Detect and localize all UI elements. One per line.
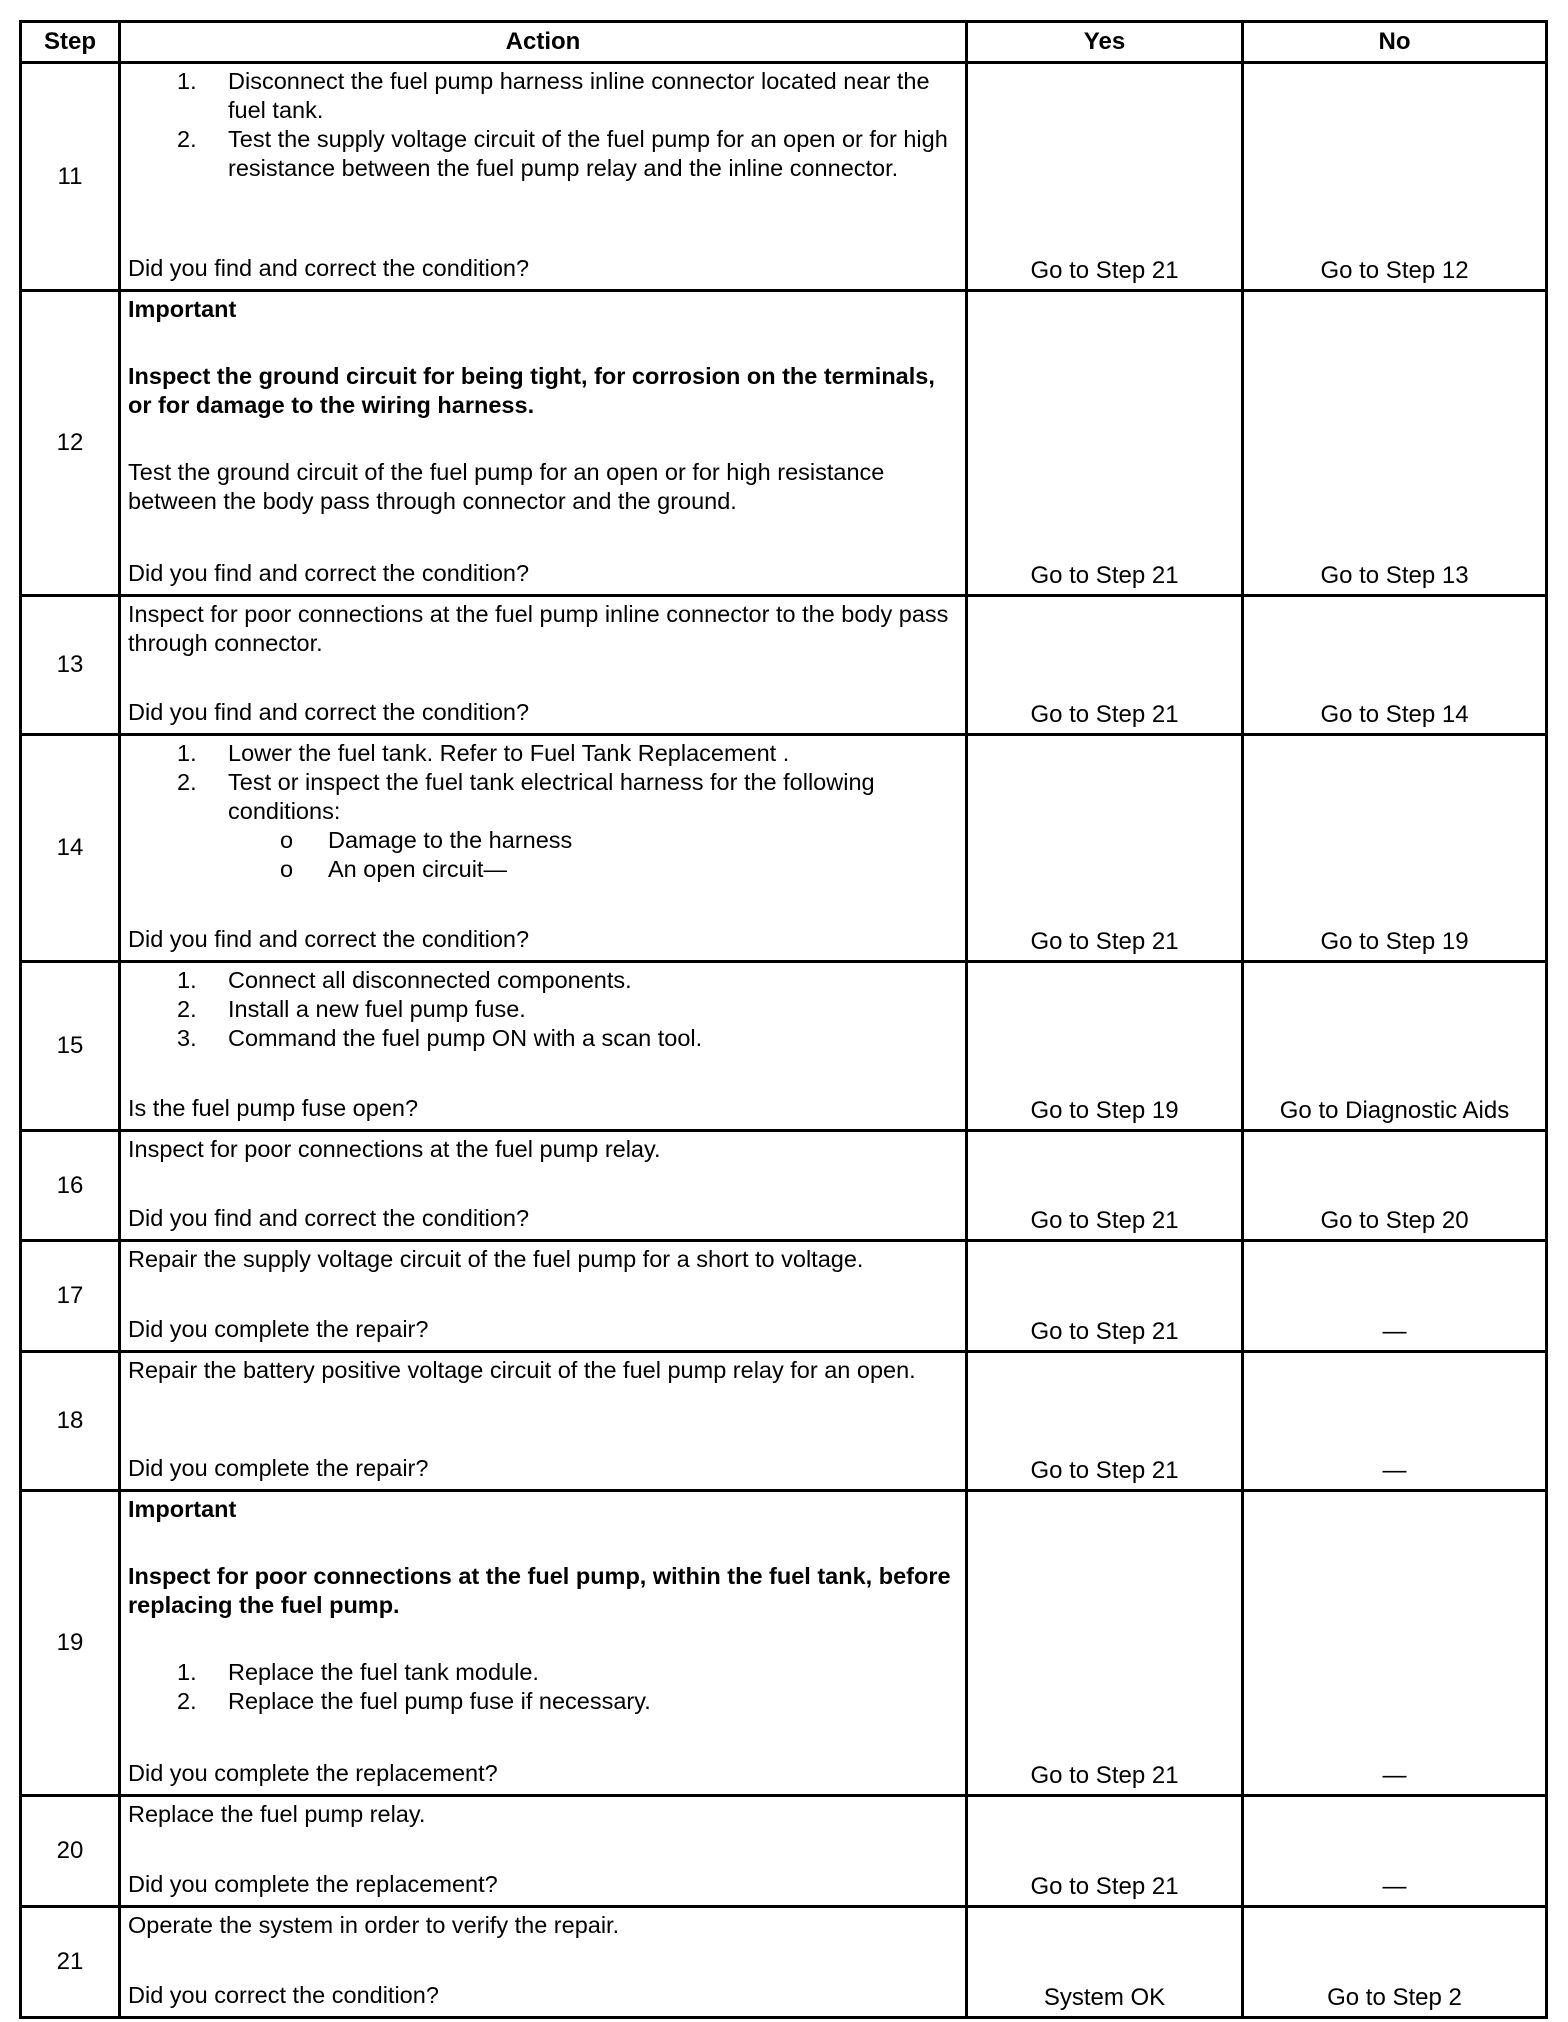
yes-outcome: Go to Step 21 [967, 63, 1243, 291]
action-cell [120, 1796, 967, 1907]
question-text: Did you find and correct the condition? [128, 255, 530, 281]
table-row [21, 1241, 1547, 1352]
step-number: 12 [21, 291, 120, 596]
table-row [21, 291, 1547, 596]
list-item: 2. Test or inspect the fuel tank electrical harness for the following conditions: [177, 769, 875, 824]
no-outcome: Go to Step 2 [1243, 1907, 1547, 2018]
step-number: 11 [21, 63, 120, 291]
action-text: Inspect for poor connections at the fuel pump relay. [128, 1136, 661, 1162]
question-text: Did you complete the repair? [128, 1455, 429, 1481]
yes-outcome: Go to Step 21 [967, 596, 1243, 735]
header-action: Action [120, 22, 967, 63]
list-item: 1. Lower the fuel tank. Refer to Fuel Tank Replacement . [177, 740, 790, 766]
action-cell [120, 63, 967, 291]
action-cell [120, 962, 967, 1131]
step-number: 17 [21, 1241, 120, 1352]
question-text: Did you complete the repair? [128, 1316, 429, 1342]
step-number: 15 [21, 962, 120, 1131]
no-outcome: — [1243, 1241, 1547, 1352]
table-row [21, 962, 1547, 1131]
list-item: 2. Replace the fuel pump fuse if necessary. [177, 1688, 651, 1714]
yes-outcome: Go to Step 21 [967, 1491, 1243, 1796]
important-heading: Important [128, 1496, 237, 1522]
question-text: Did you find and correct the condition? [128, 926, 530, 952]
yes-outcome: Go to Step 21 [967, 1241, 1243, 1352]
yes-outcome: Go to Step 21 [967, 735, 1243, 962]
bullet-list [128, 826, 957, 884]
action-text: Operate the system in order to verify the repair. [128, 1912, 620, 1938]
important-text: Inspect for poor connections at the fuel pump, within the fuel tank, before replacing the fuel pump. [128, 1563, 951, 1618]
list-item: 1. Connect all disconnected components. [177, 967, 632, 993]
action-text: Repair the battery positive voltage circuit of the fuel pump relay for an open. [128, 1357, 916, 1383]
numbered-list [128, 739, 957, 826]
table-row [21, 1131, 1547, 1241]
action-cell [120, 1491, 967, 1796]
table-row [21, 63, 1547, 291]
action-cell [120, 735, 967, 962]
yes-outcome: Go to Step 21 [967, 1352, 1243, 1491]
important-heading: Important [128, 296, 237, 322]
numbered-list [128, 1658, 957, 1716]
question-text: Did you find and correct the condition? [128, 1205, 530, 1231]
table-row [21, 1491, 1547, 1796]
list-item: o Damage to the harness [280, 827, 573, 853]
step-number: 16 [21, 1131, 120, 1241]
list-item: 2. Test the supply voltage circuit of the fuel pump for an open or for high resistance between the fuel pump relay and the inline connector. [177, 126, 948, 181]
question-text: Did you find and correct the condition? [128, 699, 530, 725]
no-outcome: — [1243, 1491, 1547, 1796]
action-cell [120, 1907, 967, 2018]
question-text: Did you complete the replacement? [128, 1760, 498, 1786]
action-text: Replace the fuel pump relay. [128, 1801, 426, 1827]
diagnostic-table [19, 20, 1548, 2019]
step-number: 14 [21, 735, 120, 962]
action-text: Repair the supply voltage circuit of the fuel pump for a short to voltage. [128, 1246, 864, 1272]
yes-outcome: Go to Step 21 [967, 1131, 1243, 1241]
no-outcome: Go to Step 20 [1243, 1131, 1547, 1241]
no-outcome: Go to Step 19 [1243, 735, 1547, 962]
step-number: 13 [21, 596, 120, 735]
action-cell [120, 1131, 967, 1241]
step-number: 19 [21, 1491, 120, 1796]
header-yes: Yes [967, 22, 1243, 63]
question-text: Is the fuel pump fuse open? [128, 1095, 419, 1121]
action-cell [120, 291, 967, 596]
list-item: 2. Install a new fuel pump fuse. [177, 996, 526, 1022]
header-no: No [1243, 22, 1547, 63]
action-cell [120, 1352, 967, 1491]
action-cell [120, 1241, 967, 1352]
list-item: 3. Command the fuel pump ON with a scan tool. [177, 1025, 703, 1051]
numbered-list [128, 966, 957, 1053]
no-outcome: Go to Diagnostic Aids [1243, 962, 1547, 1131]
yes-outcome: System OK [967, 1907, 1243, 2018]
important-text: Inspect the ground circuit for being tight, for corrosion on the terminals, or for damage to the wiring harness. [128, 363, 935, 418]
no-outcome: Go to Step 13 [1243, 291, 1547, 596]
step-number: 18 [21, 1352, 120, 1491]
list-item: o An open circuit— [280, 856, 507, 882]
table-row [21, 1907, 1547, 2018]
no-outcome: Go to Step 12 [1243, 63, 1547, 291]
question-text: Did you complete the replacement? [128, 1871, 498, 1897]
no-outcome: — [1243, 1796, 1547, 1907]
question-text: Did you find and correct the condition? [128, 560, 530, 586]
step-number: 20 [21, 1796, 120, 1907]
list-item: 1. Disconnect the fuel pump harness inline connector located near the fuel tank. [177, 68, 930, 123]
yes-outcome: Go to Step 21 [967, 1796, 1243, 1907]
no-outcome: — [1243, 1352, 1547, 1491]
action-cell [120, 596, 967, 735]
step-number: 21 [21, 1907, 120, 2018]
action-text: Inspect for poor connections at the fuel pump inline connector to the body pass through connector. [128, 601, 949, 656]
question-text: Did you correct the condition? [128, 1982, 439, 2008]
numbered-list [128, 67, 957, 183]
header-row [21, 22, 1547, 63]
list-item: 1. Replace the fuel tank module. [177, 1659, 539, 1685]
no-outcome: Go to Step 14 [1243, 596, 1547, 735]
yes-outcome: Go to Step 21 [967, 291, 1243, 596]
action-text: Test the ground circuit of the fuel pump for an open or for high resistance between the body pass through connector and the ground. [128, 459, 885, 514]
table-row [21, 1796, 1547, 1907]
table-row [21, 596, 1547, 735]
header-step: Step [21, 22, 120, 63]
table-row [21, 735, 1547, 962]
table-row [21, 1352, 1547, 1491]
yes-outcome: Go to Step 19 [967, 962, 1243, 1131]
